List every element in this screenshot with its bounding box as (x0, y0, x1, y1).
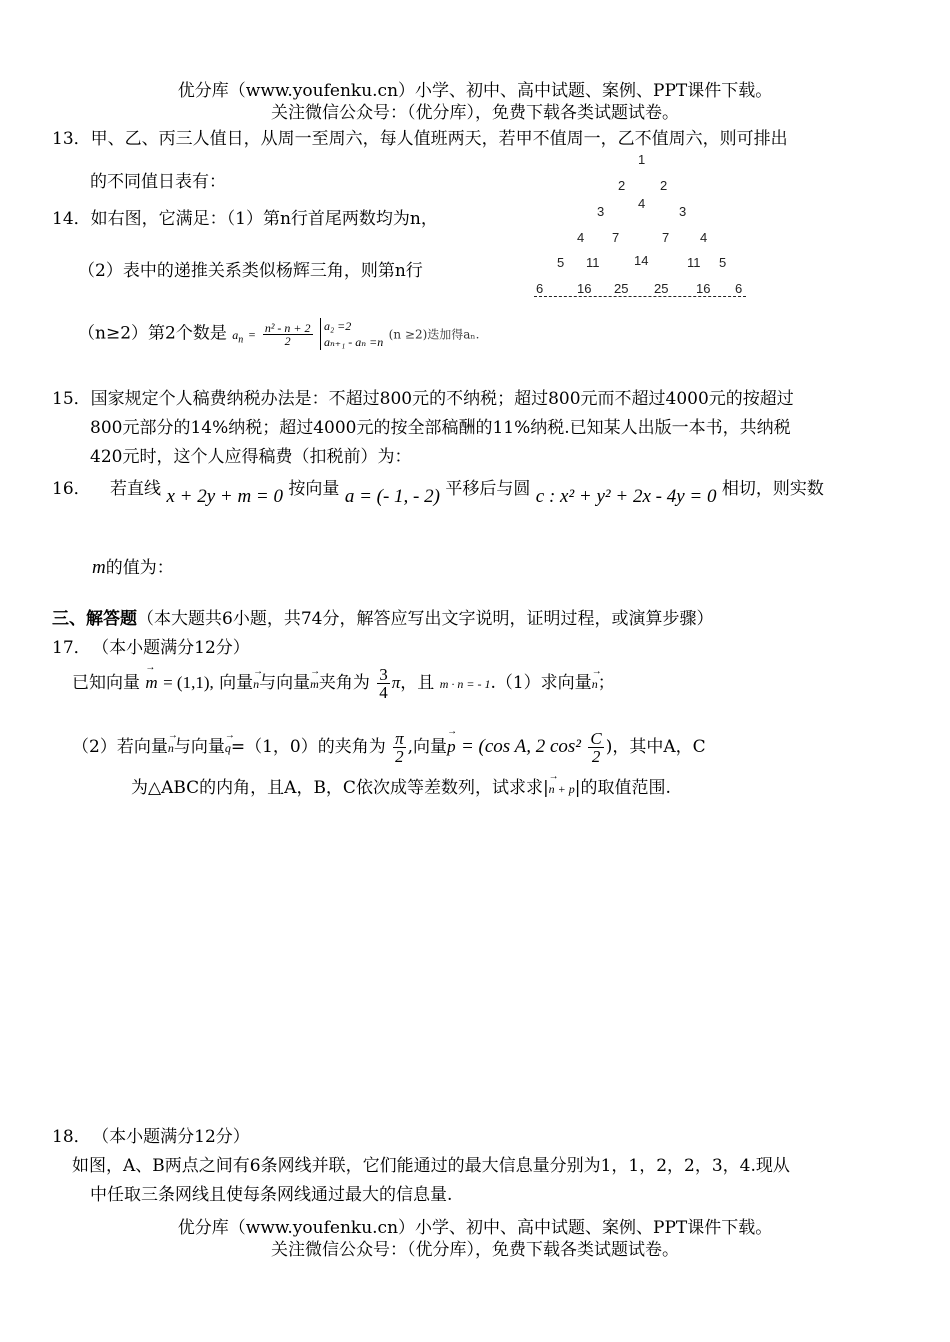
q17-l1-text-7: ； (597, 673, 615, 693)
q17-number: 17． (52, 638, 91, 658)
q16-number: 16． (52, 479, 91, 499)
triangle-r5-c1: 5 (557, 255, 565, 270)
q16-line-2 (92, 553, 174, 579)
header-line-1: 优分库（www.youfenku.cn）小学、初中、高中试题、案例、PPT课件下载。 (177, 81, 773, 101)
header-line-2: 关注微信公众号：（优分库），免费下载各类试题试卷。 (271, 103, 679, 123)
q16-var-m: m (92, 557, 106, 578)
q17-right-angle-numerator: π (395, 729, 404, 748)
q14-text-3: （n≥2）第2个数是 (78, 323, 227, 344)
q16-circle-equation: c : x² + y² + 2x - 4y = 0 (535, 486, 717, 507)
triangle-r2-c1: 2 (618, 178, 626, 193)
q17-line-1 (72, 666, 615, 701)
triangle-r4-c1: 4 (577, 230, 585, 245)
q17-score: （本小题满分12分） (100, 638, 250, 658)
q17-vector-n-3: → n (168, 741, 174, 756)
q17-vector-q: → q (225, 741, 231, 756)
q17-angle-pi: π (391, 673, 401, 692)
q17-l3-text-2: |的取值范围. (574, 778, 671, 798)
q13-line-1 (52, 124, 788, 149)
q18-line-1: 如图，A、B两点之间有6条网线并联，它们能通过的最大信息量分别为1，1，2，2，3，4.现从 (72, 1156, 790, 1176)
triangle-r3-c2: 4 (638, 196, 646, 211)
triangle-r6-c6: 6 (735, 281, 743, 296)
triangle-r6-c2: 16 (577, 281, 592, 296)
q16-line-1 (52, 474, 824, 507)
triangle-r6-c3: 25 (614, 281, 629, 296)
q14-recurrence-system (320, 318, 383, 350)
q17-l2-text-4: ,向量 (407, 737, 448, 757)
triangle-r6-c5: 16 (696, 281, 711, 296)
triangle-r4-c4: 4 (700, 230, 708, 245)
q16-text-2: 按向量 (288, 479, 340, 499)
triangle-r4-c3: 7 (662, 230, 670, 245)
q13-text-1: 甲、乙、丙三人值日，从周一至周六，每人值班两天，若甲不值周一，乙不值周六，则可排出 (90, 129, 788, 149)
q18-header (52, 1122, 250, 1147)
q15-text-1: 国家规定个人稿费纳税办法是：不超过800元的不纳税；超过800元而不超过4000元的按超过 (90, 389, 794, 409)
q17-l1-text-1: 已知向量 (72, 673, 140, 693)
q17-angle-fraction (377, 666, 390, 701)
q17-line-2 (72, 730, 706, 765)
q17-right-angle-denominator: 2 (395, 747, 404, 766)
footer-line-1: 优分库（www.youfenku.cn）小学、初中、高中试题、案例、PPT课件下载。 (177, 1218, 773, 1238)
q18-line-2: 中任取三条网线且使每条网线通过最大的信息量. (90, 1185, 453, 1205)
q17-vector-n: → n (253, 677, 259, 692)
q17-angle-denominator: 4 (379, 683, 388, 702)
q15-line-1 (52, 384, 794, 409)
triangle-r4-c2: 7 (612, 230, 620, 245)
q17-l1-text-6: .（1）求向量 (490, 673, 592, 693)
q17-p-definition: = (cos A, 2 cos² (460, 736, 581, 757)
q14-system-line-2: aₙ₊₁ - aₙ =n (323, 335, 384, 350)
q14-formula-a: a (232, 327, 239, 342)
q16-text-4: 相切，则实数 (721, 479, 824, 499)
triangle-r5-c3: 14 (634, 253, 649, 268)
q17-half-c-numerator: C (590, 729, 602, 748)
q17-dot-product: m · n = - 1 (439, 677, 491, 691)
q18-score: （本小题满分12分） (100, 1127, 250, 1147)
triangle-r2-c2: 2 (660, 178, 668, 193)
q17-header (52, 633, 250, 658)
q16-vector-equation: a = (- 1, - 2) (344, 486, 440, 507)
q14-formula-tail: (n ≥2)迭加得aₙ. (388, 327, 480, 342)
q17-l1-text-3: 与向量 (259, 673, 311, 693)
q16-text-5: 的值为： (105, 558, 174, 578)
q13-number: 13． (52, 129, 91, 149)
q13-line-2: 的不同值日表有： (90, 172, 226, 192)
q17-sum-expression: → n + p (549, 782, 575, 797)
triangle-r5-c4: 11 (687, 255, 701, 270)
triangle-r1-c1: 1 (638, 152, 646, 167)
q17-l2-text-3: =（1，0）的夹角为 (230, 737, 386, 757)
q17-m-value: = (1,1), (163, 673, 214, 692)
q16-line-equation: x + 2y + m = 0 (166, 486, 284, 507)
q14-formula-sub: n (238, 334, 244, 346)
q17-half-c-fraction (588, 730, 603, 765)
section-3-title: 三、解答题 (52, 609, 137, 629)
triangle-r3-c1: 3 (597, 204, 605, 219)
q17-l2-text-6: )，其中A，C (605, 737, 706, 757)
q14-formula-lhs (232, 327, 244, 346)
q17-l1-text-5: ，且 (400, 673, 435, 693)
q14-number: 14． (52, 209, 91, 229)
q17-l2-text-2: 与向量 (173, 737, 225, 757)
q17-l3-text-1: 为△ABC的内角，且A，B，C依次成等差数列，试求求| (131, 778, 549, 798)
q14-formula-fraction (263, 322, 313, 347)
q17-angle-numerator: 3 (379, 665, 388, 684)
triangle-r6-c4: 25 (654, 281, 669, 296)
q17-l1-text-2: 向量 (219, 673, 254, 693)
triangle-baseline (534, 296, 746, 297)
q14-system-line-1: a₂ =2 (323, 319, 352, 333)
q15-number: 15． (52, 389, 91, 409)
section-3-heading (52, 604, 713, 629)
q17-l1-text-4: 夹角为 (318, 673, 370, 693)
q14-line-2: （2）表中的递推关系类似杨辉三角，则第n行 (78, 261, 423, 281)
q14-text-1: 如右图，它满足：（1）第n行首尾两数均为n， (90, 209, 438, 229)
q17-vector-n-2: → n (592, 677, 598, 692)
q17-right-angle-fraction (393, 730, 406, 765)
q17-vector-m-2: → m (310, 677, 319, 692)
q14-line-1 (52, 204, 438, 229)
q15-line-3: 420元时，这个人应得稿费（扣税前）为： (90, 447, 412, 467)
triangle-r5-c5: 5 (719, 255, 727, 270)
q14-line-3 (78, 318, 479, 350)
triangle-r3-c3: 3 (679, 204, 687, 219)
q17-vector-p: → p (447, 737, 456, 757)
q16-text-3: 平移后与圆 (445, 479, 531, 499)
q17-vector-m: → m (145, 673, 157, 693)
triangle-r5-c2: 11 (586, 255, 600, 270)
q14-formula-eq: = (248, 327, 256, 342)
q14-formula-numerator: n² - n + 2 (264, 320, 311, 335)
q17-line-3 (131, 773, 671, 798)
q16-text-1: 若直线 (110, 479, 162, 499)
q17-half-c-denominator: 2 (591, 747, 601, 766)
q15-line-2: 800元部分的14%纳税；超过4000元的按全部稿酬的11%纳税.已知某人出版一本书，共纳税 (90, 418, 791, 438)
q18-number: 18． (52, 1127, 91, 1147)
section-3-description: （本大题共6小题，共74分，解答应写出文字说明，证明过程，或演算步骤） (137, 609, 714, 629)
q17-l2-text-1: （2）若向量 (72, 737, 168, 757)
triangle-r6-c1: 6 (536, 281, 544, 296)
q14-formula-denominator: 2 (284, 333, 291, 348)
footer-line-2: 关注微信公众号：（优分库），免费下载各类试题试卷。 (271, 1240, 679, 1260)
